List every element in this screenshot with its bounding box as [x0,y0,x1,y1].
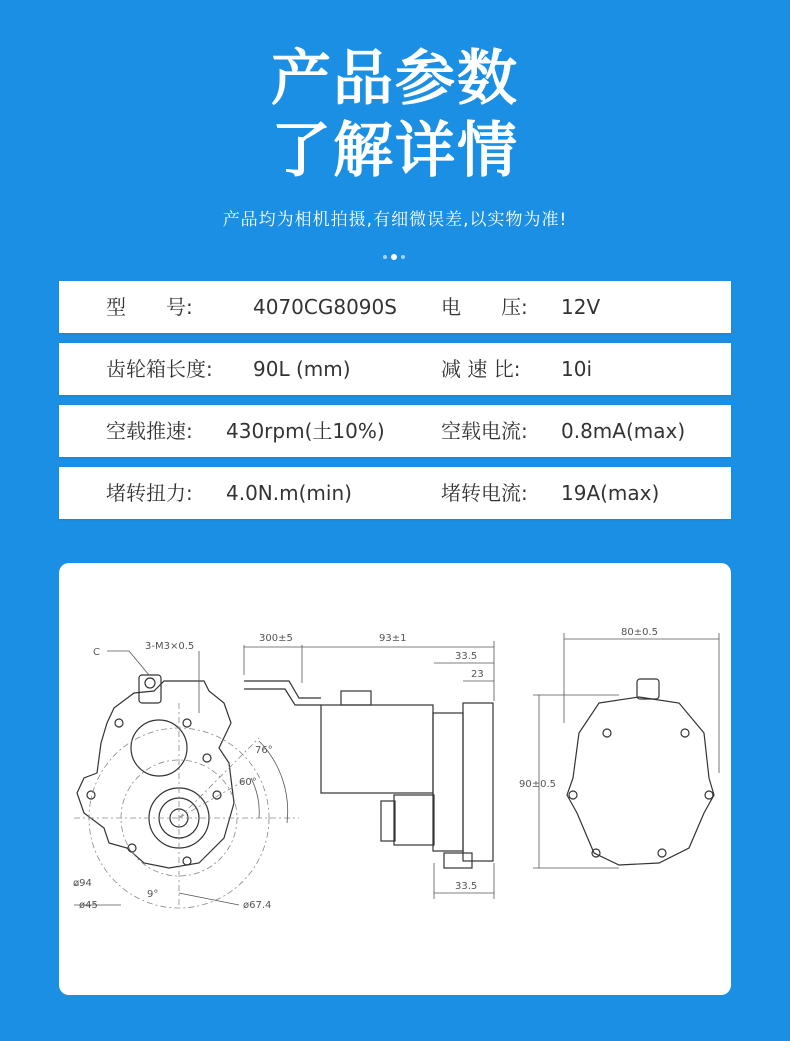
technical-drawing-card [59,563,731,995]
carousel-dots [381,246,407,254]
spec-value: 90L (mm) [253,357,351,381]
spec-label: 空载电流: [441,419,528,443]
spec-row-noload [59,405,731,457]
label-screw: 3-M3×0.5 [145,641,195,652]
spec-label: 电 压: [441,295,528,319]
spec-value: 19A(max) [561,481,660,505]
spec-value: 430rpm(土10%) [226,419,385,443]
dot-indicator [401,255,405,259]
label-gear-23: 23 [471,669,484,680]
label-width-80: 80±0.5 [621,627,659,638]
spec-row-stall [59,467,731,519]
label-cable-length: 300±5 [259,633,293,644]
spec-label: 堵转电流: [441,481,528,505]
label-dia-674: ø67.4 [243,900,272,911]
spec-label: 堵转扭力: [106,481,193,505]
spec-value: 4070CG8090S [253,295,397,319]
page-title-line-2: 了解详情 [271,116,519,186]
label-dia-94: ø94 [73,878,92,889]
label-gear-33-5-bottom: 33.5 [455,881,478,892]
spec-row-model-voltage [59,281,731,333]
dot-indicator-active [391,254,397,260]
label-angle-9: 9° [147,889,159,900]
label-c-mark: C [93,647,100,658]
disclaimer-subtitle: 产品均为相机拍摄,有细微误差,以实物为准! [222,210,568,230]
page-title-line-1: 产品参数 [271,44,519,114]
spec-value: 0.8mA(max) [561,419,686,443]
label-height-90: 90±0.5 [519,779,557,790]
spec-label: 减 速 比: [441,357,521,381]
label-angle-76: 76° [255,745,273,756]
spec-label: 齿轮箱长度: [106,357,213,381]
label-angle-60: 60° [239,777,257,788]
label-body-length: 93±1 [379,633,407,644]
spec-label: 空载推速: [106,419,193,443]
spec-value: 12V [561,295,601,319]
label-gear-33-5-top: 33.5 [455,651,478,662]
spec-value: 10i [561,357,593,381]
spec-value: 4.0N.m(min) [226,481,352,505]
label-dia-45: ø45 [79,900,98,911]
technical-drawing [59,563,731,995]
spec-label: 型 号: [106,295,193,319]
dot-indicator [383,255,387,259]
spec-row-gearbox-ratio [59,343,731,395]
